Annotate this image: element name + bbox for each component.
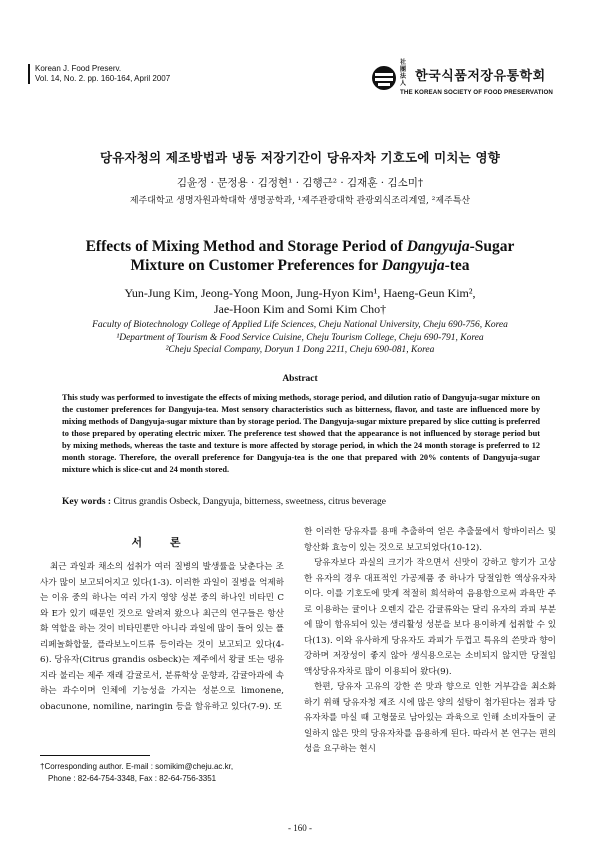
- korean-authors: 김윤정 · 문정용 · 김정현¹ · 김행근² · 김재훈 · 김소미†: [176, 177, 424, 189]
- intro-paragraph: 최근 과일과 채소의 섭취가 여러 질병의 발생률을 낮춘다는 조사가 많이 보고되어지고 있다(1-3). 이러한 과일이 질병을 억제하는 이유 중의 하나는 여러 가지 영양 성분 중의 하나인 비타민 C와 E가 있기 때문인 것으로 알려져 왔으나 최근의 연구들은 항산화 역할을 하는 것이 비타민뿐만 아니라 과일에 많이 들어 있는 폴리페놀화합물, 플라보노이드류 등이라는 것이 보고되고 있다(4-6). 당유자(Citrus grandis osbeck)는 제주에서 왕귤 또는 댕유지라 불리는 제주 재래 감귤로서, 분류학상 운향과, 감귤아과에 속하는 과수이며 인체에 기능성을 가지는 성분으로 limonene, obacunone, nomiline, naringin 등을 함유하고 있다(7-9). 또: [40, 562, 284, 712]
- korean-affiliation: 제주대학교 생명자원과학대학 생명공학과, ¹제주관광대학 관광외식조리계열, ²제주특산: [129, 196, 471, 206]
- english-affiliations: Faculty of Biotechnology College of Applied Life Sciences, Cheju National University, Cheju 690-756, Korea ¹Department of Tourism & Food Service Cuisine, Cheju Tourism College, Cheju 690-791, Korea ²Cheju Special Company, Doryun 1 Dong 2211, Cheju 690-081, Korea: [92, 320, 508, 355]
- intro-paragraph: 한 이러한 당유자를 용매 추출하여 얻은 추출물에서 항바이러스 및 항산화 효능이 있는 것으로 보고되었다(10-12).: [304, 527, 556, 553]
- intro-paragraph: 당유자보다 과실의 크기가 작으면서 신맛이 강하고 향기가 고상한 유자의 경우 대표적인 가공제품 중 하나가 당절임한 액상유자차이다. 이를 기호도에 맞게 적절히 희석하여 음용함으로써 과육만 주로 이용하는 귤이나 오렌지 같은 감귤류와는 달리 유자의 과피 부분에 많이 함유되어 있는 생리활성 성분을 보다 용이하게 섭취할 수 있다(13). 이와 유사하게 당유자도 과피가 두껍고 특유의 쓴맛과 향이 강하며 저장성이 좋지 않아 생식용으로는 소비되지 않지만 당절임 액상당유자차로 많이 이용되어 왔다(9).: [304, 558, 556, 677]
- abstract-body: This study was performed to investigate the effects of mixing methods, storage period, and dilution ratio of Dangyuja-sugar mixture on the customer preferences for Dangyuja-tea. Most sensory characteristics such as bitterness, flavor, and taste are influenced more by mixing methods of Dangyuja-sugar mixture than by storage period. The Dangyuja-sugar mixture prepared by slice cutting is preferred to those prepared by operating electric mixer. The preference test showed that the appearance is not influenced by storage period but by mixing methods, whereas the taste and texture is more affected by storage period, in which the 24 month storage is preferred to 12 month storage. Therefore, the overall preference for Dangyuja-tea is the one that prepared with 20% contents of Dangyuja-sugar mixture which is slice-cut and 24 month stored.: [62, 393, 540, 474]
- logo-korean-name: 한국식품저장유통학회: [415, 68, 546, 84]
- journal-citation: [28, 64, 170, 84]
- society-emblem-icon: [372, 66, 396, 90]
- english-authors: Yun-Jung Kim, Jeong-Yong Moon, Jung-Hyon Kim¹, Haeng-Geun Kim², Jae-Hoon Kim and Somi Kim Cho†: [124, 286, 476, 316]
- keywords-label: Key words :: [62, 497, 112, 507]
- corresponding-author-footnote: [40, 761, 284, 785]
- journal-line-2: Vol. 14, No. 2. pp. 160-164, April 2007: [35, 74, 171, 83]
- keywords: [62, 497, 540, 507]
- intro-heading: 서 론: [131, 536, 193, 549]
- page-number: - 160 -: [288, 823, 312, 833]
- email-line: †Corresponding author. E-mail : somikim@cheju.ac.kr,: [40, 762, 234, 771]
- logo-small-text: 社團法人: [400, 60, 407, 87]
- korean-title: 당유자청의 제조방법과 냉동 저장기간이 당유자차 기호도에 미치는 영향: [99, 150, 501, 165]
- phone-line: Phone : 82-64-754-3348, Fax : 82-64-756-3351: [48, 774, 217, 783]
- english-title: Effects of Mixing Method and Storage Period of Dangyuja-Sugar Mixture on Customer Preferences for Dangyuja-tea: [85, 238, 515, 274]
- keywords-text: Citrus grandis Osbeck, Dangyuja, bitterness, sweetness, citrus beverage: [113, 497, 386, 507]
- footnote-divider: [40, 755, 150, 756]
- logo-english-name: THE KOREAN SOCIETY OF FOOD PRESERVATION: [400, 89, 553, 96]
- society-logo: [372, 60, 553, 96]
- intro-paragraph: 한편, 당유자 고유의 강한 쓴 맛과 향으로 인한 거부감을 최소화하기 위해 당유자청 제조 시에 많은 양의 설탕이 첨가된다는 점과 당유자차를 마실 때 고형물로 남아있는 과육으로 인해 소비자들이 균일하지 않은 맛의 당유자차를 음용하게 된다. 따라서 본 연구는 편의성을 요구하는 현시: [304, 682, 556, 754]
- abstract-heading: Abstract: [282, 374, 318, 384]
- intro-right-column: [304, 525, 556, 758]
- journal-line-1: Korean J. Food Preserv.: [35, 64, 122, 73]
- intro-left-column: [40, 534, 284, 715]
